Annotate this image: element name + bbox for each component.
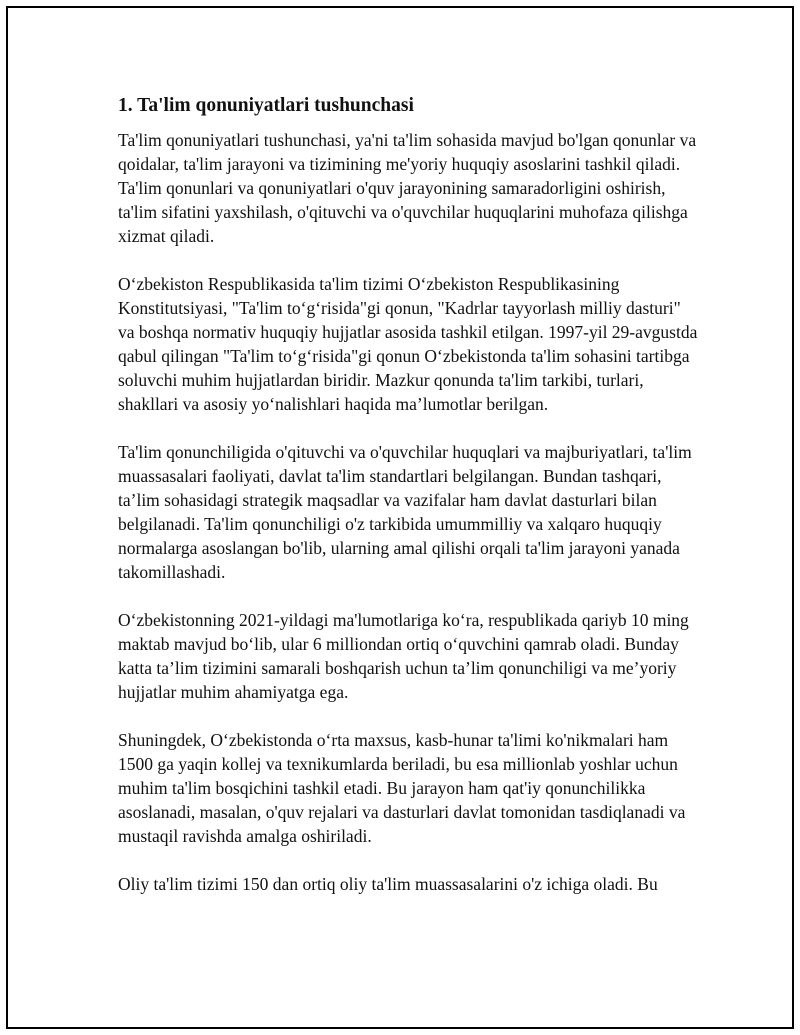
document-body (118, 94, 698, 920)
paragraph-1: Ta'lim qonuniyatlari tushunchasi, ya'ni ta'lim sohasida mavjud bo'lgan qonunlar va qoidalar, ta'lim jarayoni va tizimining me'yoriy huquqiy asoslarini tashkil qiladi. Ta'lim qonunlari va qonuniyatlari o'quv jarayonining samaradorligini oshirish, ta'lim sifatini yaxshilash, o'qituvchi va o'quvchilar huquqlarini muhofaza qilishga xizmat qiladi. (118, 130, 697, 246)
document-page (6, 6, 794, 1029)
paragraph-2: O‘zbekiston Respublikasida ta'lim tizimi O‘zbekiston Respublikasining Konstitutsiyasi, "Ta'lim to‘g‘risida"gi qonun, "Kadrlar tayyorlash milliy dasturi" va boshqa normativ huquqiy hujjatlar asosida tashkil etilgan. 1997-yil 29-avgustda qabul qilingan "Ta'lim to‘g‘risida"gi qonun O‘zbekistonda ta'lim sohasini tartibga soluvchi muhim hujjatlardan biridir. Mazkur qonunda ta'lim tarkibi, turlari, shakllari va asosiy yo‘nalishlari haqida ma’lumotlar berilgan. (118, 274, 698, 414)
paragraph-6: Oliy ta'lim tizimi 150 dan ortiq oliy ta'lim muassasalarini o'z ichiga oladi. Bu (118, 874, 658, 894)
paragraph-5: Shuningdek, O‘zbekistonda o‘rta maxsus, kasb-hunar ta'limi ko'nikmalari ham 1500 ga yaqin kollej va texnikumlarda beriladi, bu esa millionlab yoshlar uchun muhim ta'lim bosqichini tashkil etadi. Bu jarayon ham qat'iy qonunchilikka asoslanadi, masalan, o'quv rejalari va dasturlari davlat tomonidan tasdiqlanadi va mustaqil ravishda amalga oshiriladi. (118, 730, 686, 846)
section-heading: 1. Ta'lim qonuniyatlari tushunchasi (118, 95, 414, 116)
paragraph-3: Ta'lim qonunchiligida o'qituvchi va o'quvchilar huquqlari va majburiyatlari, ta'lim muassasalari faoliyati, davlat ta'lim standartlari belgilangan. Bundan tashqari, ta’lim sohasidagi strategik maqsadlar va vazifalar ham davlat dasturlari bilan belgilanadi. Ta'lim qonunchiligi o'z tarkibida umummilliy va xalqaro huquqiy normalarga asoslangan bo'lib, ularning amal qilishi orqali ta'lim jarayoni yanada takomillashadi. (118, 442, 692, 582)
paragraph-4: O‘zbekistonning 2021-yildagi ma'lumotlariga ko‘ra, respublikada qariyb 10 ming maktab mavjud bo‘lib, ular 6 milliondan ortiq o‘quvchini qamrab oladi. Bunday katta ta’lim tizimini samarali boshqarish uchun ta’lim qonunchiligi va me’yoriy hujjatlar muhim ahamiyatga ega. (118, 610, 689, 702)
